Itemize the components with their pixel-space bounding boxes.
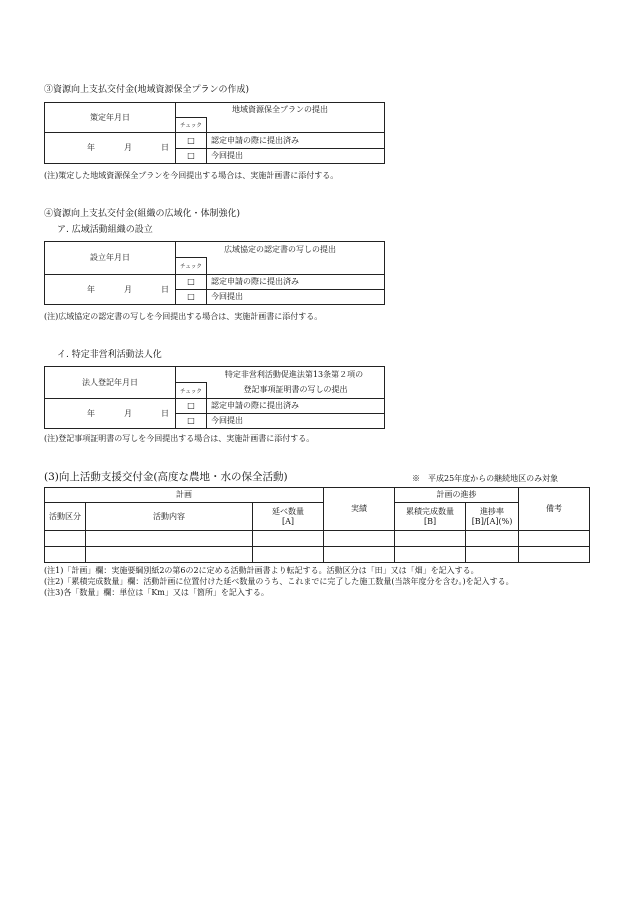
year-label: 年: [87, 408, 95, 418]
option-submit-now: 今回提出: [207, 290, 385, 305]
activity-content-header: 活動内容: [86, 503, 253, 531]
day-label: 日: [161, 284, 169, 294]
option-submitted-at-application: 認定申請の際に提出済み: [207, 399, 385, 414]
checkbox[interactable]: □: [187, 416, 195, 425]
section4-title: ④資源向上支払交付金(組織の広域化・体制強化): [44, 209, 241, 219]
registration-certificate-header-line2: 登記事項証明書の写しの提出: [207, 383, 385, 399]
checkbox[interactable]: □: [187, 135, 195, 145]
section-3p-note-1: (注1)「計画」欄：実施要綱別紙2の第6の2に定める活動計画書より転記する。活動区分は「田」又は「畑」を記入する。: [44, 566, 479, 575]
progress-rate-header: 進捗率 [B]/[A](%): [466, 503, 519, 531]
section-3p-title: (3)向上活動支援交付金(高度な農地・水の保全活動): [44, 471, 288, 483]
date-field[interactable]: [45, 399, 176, 429]
section4b-note: (注)登記事項証明書の写しを今回提出する場合は、実施計画書に添付する。: [44, 434, 315, 443]
checkbox[interactable]: □: [187, 151, 195, 160]
option-submitted-at-application: 認定申請の際に提出済み: [207, 133, 385, 149]
progress-header: 計画の進捗: [395, 488, 519, 503]
month-label: 月: [124, 284, 132, 294]
established-date-header: 策定年月日: [45, 103, 176, 133]
result-header: 実績: [324, 488, 395, 531]
section-3p-remark: ※ 平成25年度からの継続地区のみ対象: [412, 474, 559, 483]
option-submit-now: 今回提出: [207, 414, 385, 429]
section-3p-note-2: (注2)「累積完成数量」欄：活動計画に位置付けた延べ数量のうち、これまでに完了した施工数量(当該年度分を含む。)を記入する。: [44, 577, 514, 586]
registration-certificate-header: 特定非営利活動促進法第13条第２項の: [176, 367, 385, 383]
day-label: 日: [161, 143, 169, 152]
check-column-label: チェック: [180, 123, 202, 129]
month-label: 月: [124, 143, 132, 152]
section4b-table: [44, 366, 385, 429]
option-submitted-at-application: 認定申請の際に提出済み: [207, 275, 385, 290]
section4a-note: (注)広域協定の認定書の写しを今回提出する場合は、実施計画書に添付する。: [44, 312, 323, 321]
year-label: 年: [87, 284, 95, 294]
section3-table: [44, 102, 385, 164]
activity-category-header: 活動区分: [45, 503, 86, 531]
check-column-label: チェック: [180, 264, 202, 270]
founded-date-header: 設立年月日: [45, 242, 176, 275]
checkbox[interactable]: □: [187, 401, 195, 410]
cumulative-qty-header: 累積完成数量 [B]: [395, 503, 466, 531]
certificate-submission-header: 広域協定の認定書の写しの提出: [176, 242, 385, 258]
registration-date-header: 法人登記年月日: [45, 367, 176, 399]
activity-progress-table: [44, 487, 590, 563]
month-label: 月: [124, 408, 132, 418]
section4b-subtitle: イ. 特定非営利活動法人化: [57, 350, 162, 360]
extended-qty-header: 延べ数量 [A]: [253, 503, 324, 531]
year-label: 年: [87, 143, 95, 152]
table-row: [45, 531, 590, 547]
section4a-table: [44, 241, 385, 305]
date-field[interactable]: [45, 275, 176, 305]
option-submit-now: 今回提出: [207, 149, 385, 164]
plan-header: 計画: [45, 488, 324, 503]
day-label: 日: [161, 408, 169, 418]
section3-title: ③資源向上支払交付金(地域資源保全プランの作成): [44, 85, 250, 95]
table-row: [45, 547, 590, 563]
section4a-subtitle: ア. 広域活動組織の設立: [57, 225, 153, 235]
check-column-label: チェック: [180, 388, 202, 395]
notes-header: 備考: [519, 488, 590, 531]
section3-note: (注)策定した地域資源保全プランを今回提出する場合は、実施計画書に添付する。: [44, 171, 339, 180]
checkbox[interactable]: □: [187, 277, 195, 286]
section-3p-note-3: (注3)各「数量」欄：単位は「Km」又は「箇所」を記入する。: [44, 588, 269, 597]
checkbox[interactable]: □: [187, 292, 195, 301]
plan-submission-header: 地域資源保全プランの提出: [176, 103, 385, 118]
date-field[interactable]: [45, 133, 176, 164]
